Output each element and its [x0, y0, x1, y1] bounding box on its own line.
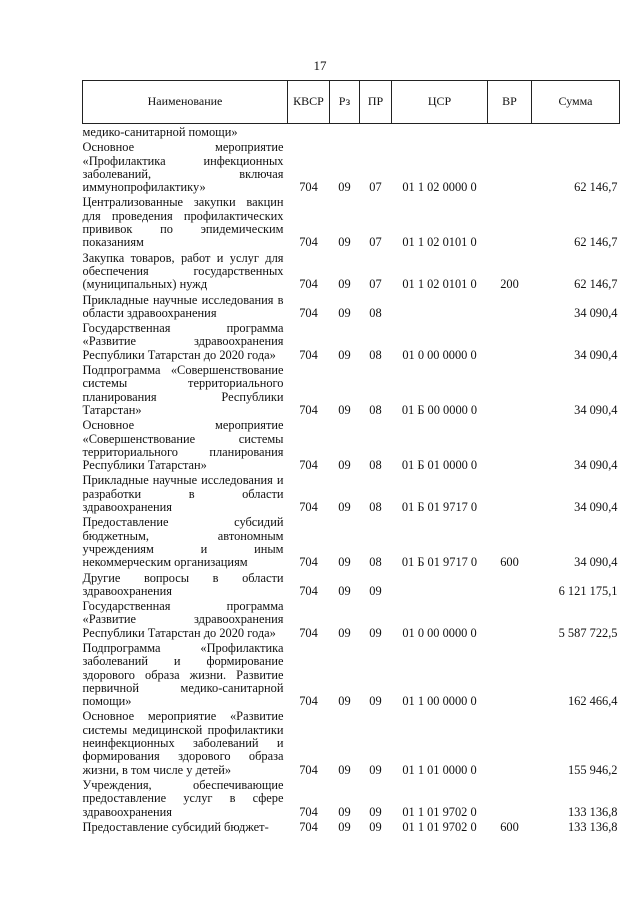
- cell-sum: 5 587 722,5: [558, 625, 618, 640]
- cell-csr: [392, 124, 488, 140]
- cell-vr: [488, 320, 532, 362]
- cell-csr: 01 0 00 0000 0: [402, 625, 477, 640]
- cell-pr: 08: [369, 347, 382, 362]
- cell-rz: 09: [338, 305, 351, 320]
- cell-name: Государственная программа «Развитие здравоохранения Республики Татарстан до 2020 года»: [82, 599, 284, 640]
- cell-rz: [330, 124, 360, 140]
- cell-name: Государственная программа «Развитие здравоохранения Республики Татарстан до 2020 года»: [82, 321, 284, 362]
- cell-name: Учреждения, обеспечивающие предоставление услуг в сфере здравоохранения: [82, 777, 284, 819]
- table-row: [83, 362, 620, 417]
- table-body: [83, 124, 620, 835]
- cell-vr: [488, 708, 532, 776]
- cell-rz: 09: [338, 819, 351, 834]
- cell-sum: 133 136,8: [567, 819, 618, 834]
- cell-pr: 07: [369, 277, 382, 292]
- cell-kvsr: 704: [299, 819, 318, 834]
- cell-name: Централизованные закупки вакцин для проведения профилактических прививок по эпидемическим показаниям: [82, 195, 284, 250]
- cell-pr: 07: [369, 180, 382, 195]
- table-row: [83, 292, 620, 321]
- cell-rz: 09: [338, 804, 351, 819]
- table-row: [83, 250, 620, 292]
- table-row: [83, 472, 620, 514]
- cell-kvsr: 704: [299, 762, 318, 777]
- header-sum: Сумма: [532, 81, 620, 124]
- header-name: Наименование: [83, 81, 288, 124]
- cell-csr: 01 1 02 0101 0: [402, 277, 477, 292]
- header-rz: Рз: [330, 81, 360, 124]
- cell-sum: 155 946,2: [567, 762, 618, 777]
- cell-name: Прикладные научные исследования и разработки в области здравоохранения: [82, 473, 284, 515]
- cell-kvsr: 704: [299, 235, 318, 250]
- cell-pr: 09: [369, 583, 382, 598]
- table-row: [83, 777, 620, 819]
- cell-name: Основное мероприятие «Совершенствование системы территориального планирования Республики Татарстан»: [82, 418, 284, 473]
- cell-pr: 09: [369, 819, 382, 834]
- cell-pr: 09: [369, 625, 382, 640]
- cell-kvsr: 704: [299, 347, 318, 362]
- header-pr: ПР: [360, 81, 392, 124]
- budget-table: [82, 80, 620, 834]
- cell-sum: 34 090,4: [574, 458, 618, 473]
- cell-sum: 133 136,8: [567, 804, 618, 819]
- table-row: [83, 514, 620, 569]
- cell-kvsr: 704: [299, 305, 318, 320]
- table-header: [83, 81, 620, 124]
- cell-sum: 34 090,4: [574, 305, 618, 320]
- cell-kvsr: 704: [299, 694, 318, 709]
- cell-name: Прикладные научные исследования в области здравоохранения: [82, 292, 284, 320]
- cell-vr: 600: [500, 555, 519, 570]
- page-number: 17: [313, 58, 327, 73]
- cell-csr: 01 1 01 9702 0: [402, 804, 477, 819]
- cell-kvsr: 704: [299, 583, 318, 598]
- cell-pr: 09: [369, 762, 382, 777]
- cell-pr: 08: [369, 402, 382, 417]
- cell-csr: [392, 570, 488, 599]
- cell-csr: 01 Б 01 0000 0: [401, 458, 478, 473]
- cell-rz: 09: [338, 180, 351, 195]
- table-row: [83, 598, 620, 640]
- header-csr: ЦСР: [392, 81, 488, 124]
- cell-sum: 34 090,4: [574, 347, 618, 362]
- cell-vr: [488, 472, 532, 514]
- cell-kvsr: 704: [299, 555, 318, 570]
- cell-csr: 01 Б 00 0000 0: [401, 402, 478, 417]
- cell-kvsr: 704: [299, 277, 318, 292]
- cell-vr: [488, 777, 532, 819]
- cell-rz: 09: [338, 458, 351, 473]
- cell-vr: 200: [500, 277, 519, 292]
- cell-csr: 01 1 00 0000 0: [402, 694, 477, 709]
- cell-pr: 08: [369, 500, 382, 515]
- cell-pr: [360, 124, 392, 140]
- cell-kvsr: 704: [299, 625, 318, 640]
- cell-vr: [488, 362, 532, 417]
- cell-rz: 09: [338, 625, 351, 640]
- cell-sum: 34 090,4: [574, 402, 618, 417]
- cell-csr: 01 1 02 0101 0: [402, 235, 477, 250]
- cell-kvsr: 704: [299, 402, 318, 417]
- cell-kvsr: 704: [299, 458, 318, 473]
- cell-pr: 09: [369, 804, 382, 819]
- cell-kvsr: 704: [299, 180, 318, 195]
- cell-rz: 09: [338, 235, 351, 250]
- cell-name: Основное мероприятие «Развитие системы медицинской профилактики неинфекционных заболеваний и формирования здорового образа жизни, в том числе у детей»: [82, 709, 284, 777]
- table-row: [83, 819, 620, 834]
- cell-csr: 01 Б 01 9717 0: [401, 555, 478, 570]
- table-row: [83, 417, 620, 472]
- cell-rz: 09: [338, 555, 351, 570]
- cell-vr: [488, 640, 532, 708]
- table-row: [83, 708, 620, 776]
- cell-name: медико-санитарной помощи»: [82, 125, 238, 139]
- cell-sum: 34 090,4: [574, 500, 618, 515]
- cell-sum: 62 146,7: [574, 277, 618, 292]
- cell-name: Другие вопросы в области здравоохранения: [82, 570, 284, 598]
- cell-sum: 62 146,7: [574, 180, 618, 195]
- cell-kvsr: 704: [299, 804, 318, 819]
- cell-rz: 09: [338, 762, 351, 777]
- cell-csr: [392, 292, 488, 321]
- cell-name: Подпрограмма «Профилактика заболеваний и формирование здорового образа жизни. Развитие первичной медико-санитарной помощи»: [82, 640, 284, 709]
- cell-pr: 08: [369, 458, 382, 473]
- cell-sum: 162 466,4: [567, 694, 618, 709]
- cell-rz: 09: [338, 500, 351, 515]
- table-row: [83, 570, 620, 599]
- cell-vr: [488, 417, 532, 472]
- table-row: [83, 320, 620, 362]
- cell-rz: 09: [338, 402, 351, 417]
- table-row: [83, 194, 620, 249]
- cell-rz: 09: [338, 583, 351, 598]
- cell-pr: 08: [369, 555, 382, 570]
- cell-vr: [488, 194, 532, 249]
- cell-rz: 09: [338, 277, 351, 292]
- cell-sum: [532, 124, 620, 140]
- table-row: [83, 640, 620, 708]
- table-row: [83, 139, 620, 194]
- cell-csr: 01 1 02 0000 0: [402, 180, 477, 195]
- header-kvsr: КВСР: [288, 81, 330, 124]
- cell-name: Предоставление субсидий бюджетным, автономным учреждениям и иным некоммерческим организациям: [82, 515, 284, 570]
- cell-name: Основное мероприятие «Профилактика инфекционных заболеваний, включая иммунопрофилактику»: [82, 140, 284, 195]
- cell-csr: 01 1 01 0000 0: [402, 762, 477, 777]
- cell-csr: 01 0 00 0000 0: [402, 347, 477, 362]
- cell-vr: 600: [500, 819, 519, 834]
- cell-kvsr: [288, 124, 330, 140]
- cell-sum: 62 146,7: [574, 235, 618, 250]
- cell-csr: 01 Б 01 9717 0: [401, 500, 478, 515]
- cell-vr: [488, 139, 532, 194]
- cell-pr: 09: [369, 694, 382, 709]
- cell-sum: 34 090,4: [574, 555, 618, 570]
- cell-vr: [488, 598, 532, 640]
- cell-name: Закупка товаров, работ и услуг для обеспечения государственных (муниципальных) нужд: [82, 250, 284, 292]
- cell-kvsr: 704: [299, 500, 318, 515]
- header-vr: ВР: [488, 81, 532, 124]
- cell-name: Предоставление субсидий бюджет-: [82, 819, 269, 834]
- cell-vr: [488, 124, 532, 140]
- cell-vr: [488, 570, 532, 599]
- cell-name: Подпрограмма «Совершенствование системы территориального планирования Республики Татарстан»: [82, 363, 284, 417]
- cell-rz: 09: [338, 694, 351, 709]
- cell-vr: [488, 292, 532, 321]
- cell-rz: 09: [338, 347, 351, 362]
- cell-csr: 01 1 01 9702 0: [402, 819, 477, 834]
- cell-pr: 07: [369, 235, 382, 250]
- cell-sum: 6 121 175,1: [558, 583, 618, 598]
- cell-pr: 08: [369, 305, 382, 320]
- table-row: [83, 124, 620, 140]
